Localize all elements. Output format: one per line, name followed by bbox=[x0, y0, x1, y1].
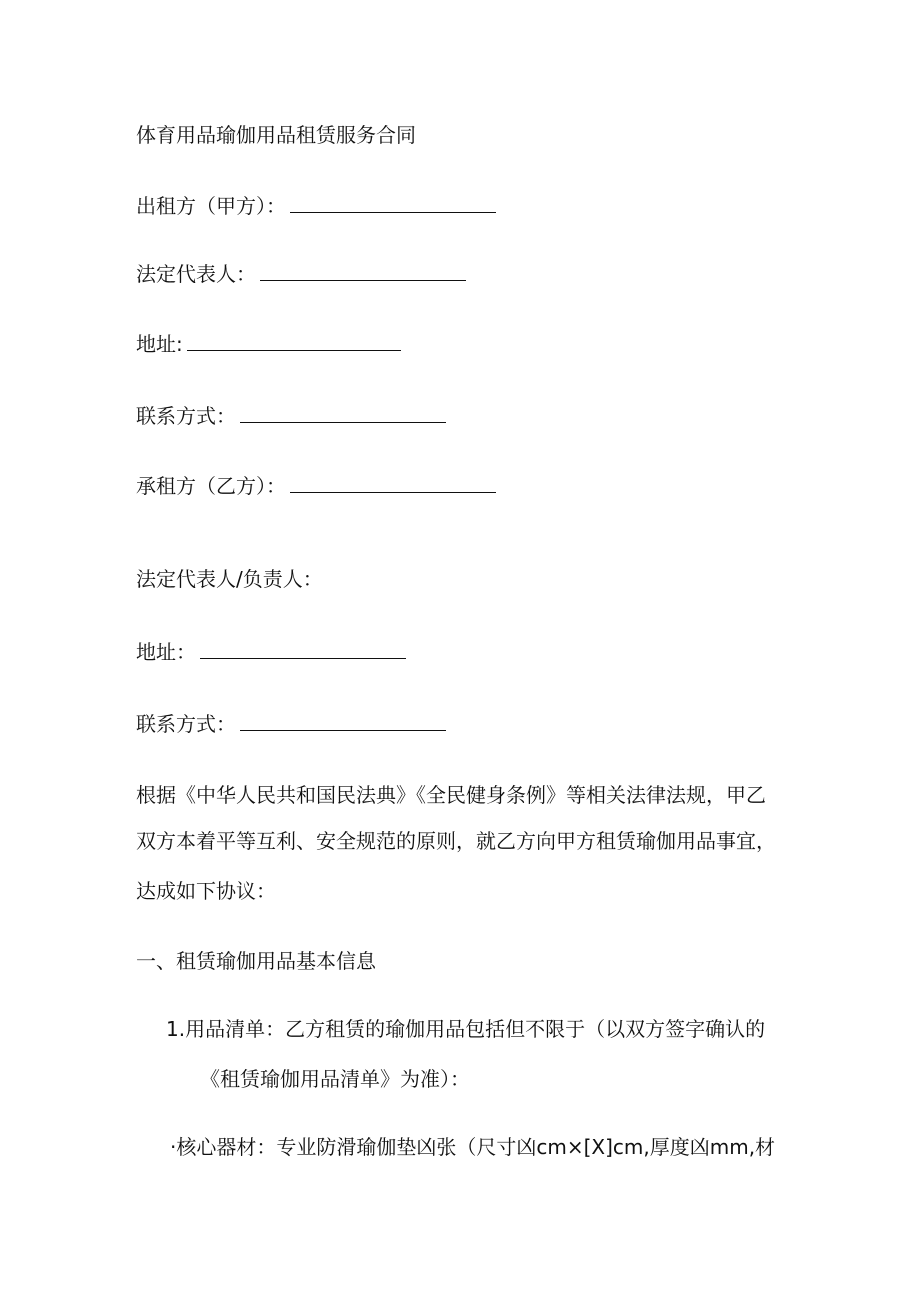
lessee-contact-blank[interactable] bbox=[240, 708, 446, 731]
lessee-contact-label: 联系方式： bbox=[136, 712, 236, 736]
lessor-label: 出租方（甲方）： bbox=[136, 194, 286, 218]
lessee-address-row bbox=[136, 636, 406, 667]
lessor-address-blank[interactable] bbox=[187, 328, 401, 351]
lessor-contact-row bbox=[136, 400, 446, 431]
bullet-core-equipment: ·核心器材：专业防滑瑜伽垫凶张（尺寸凶cm×[X]cm,厚度凶mm,材 bbox=[170, 1135, 776, 1159]
lessor-row bbox=[136, 190, 496, 221]
item-1-line-1: 1.用品清单：乙方租赁的瑜伽用品包括但不限于（以双方签字确认的 bbox=[166, 1017, 766, 1041]
lessor-address-row bbox=[136, 328, 401, 359]
lessee-row bbox=[136, 470, 496, 501]
preamble-line-2: 双方本着平等互利、安全规范的原则，就乙方向甲方租赁瑜伽用品事宜， bbox=[136, 829, 776, 853]
lessee-rep-row bbox=[136, 564, 323, 594]
lessee-address-label: 地址： bbox=[136, 640, 196, 664]
lessor-rep-row bbox=[136, 258, 466, 289]
lessee-blank[interactable] bbox=[290, 470, 496, 493]
lessee-rep-label: 法定代表人/负责人： bbox=[136, 567, 323, 591]
item-1-line-2: 《租赁瑜伽用品清单》为准）： bbox=[200, 1067, 470, 1091]
contract-title: 体育用品瑜伽用品租赁服务合同 bbox=[136, 123, 416, 147]
lessee-contact-row bbox=[136, 708, 446, 739]
lessor-address-label: 地址: bbox=[136, 332, 183, 356]
lessor-rep-blank[interactable] bbox=[260, 258, 466, 281]
preamble-line-3: 达成如下协议： bbox=[136, 879, 276, 903]
lessee-label: 承租方（乙方）： bbox=[136, 474, 286, 498]
lessee-address-blank[interactable] bbox=[200, 636, 406, 659]
lessor-blank[interactable] bbox=[290, 190, 496, 213]
lessor-contact-blank[interactable] bbox=[240, 400, 446, 423]
preamble-line-1: 根据《中华人民共和国民法典》《全民健身条例》等相关法律法规，甲乙 bbox=[136, 783, 766, 807]
lessor-contact-label: 联系方式： bbox=[136, 404, 236, 428]
lessor-rep-label: 法定代表人： bbox=[136, 262, 256, 286]
section-1-heading: 一、租赁瑜伽用品基本信息 bbox=[136, 949, 376, 973]
